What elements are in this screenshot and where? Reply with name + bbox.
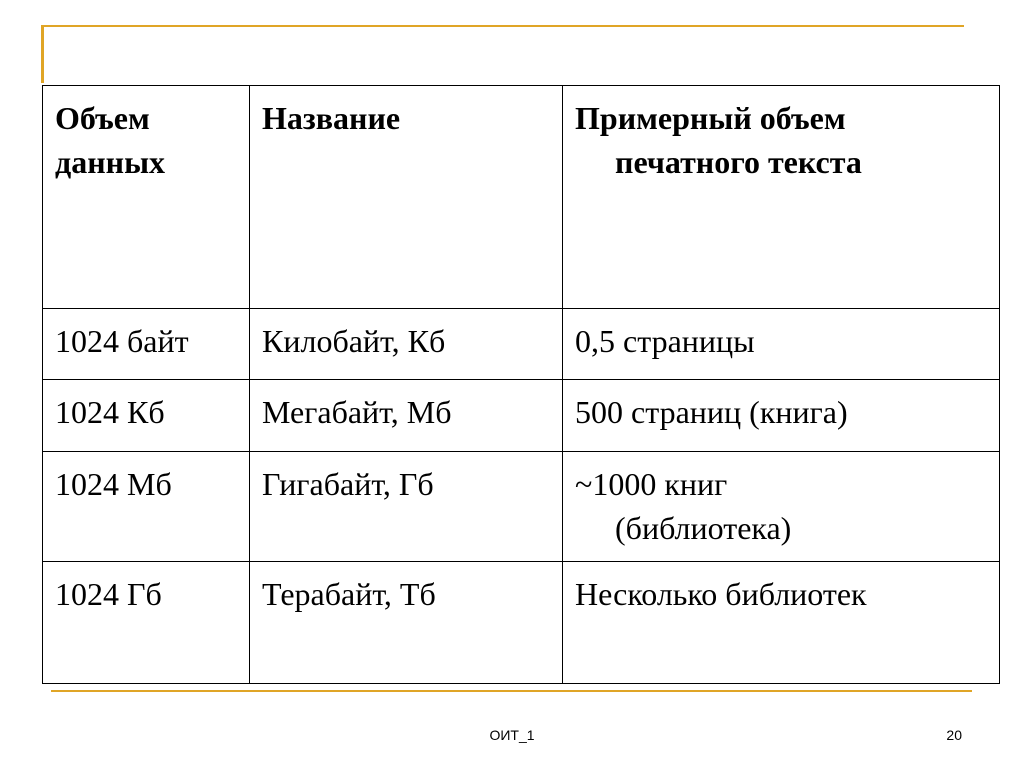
cell-text-volume bbox=[563, 309, 1000, 380]
cell-name: Гигабайт, Гб bbox=[250, 452, 563, 562]
cell-volume: 1024 Кб bbox=[43, 380, 250, 452]
data-units-table bbox=[42, 85, 1000, 684]
cell-name: Терабайт, Тб bbox=[250, 562, 563, 684]
header-cell-text-volume bbox=[563, 86, 1000, 309]
cell-text-line2: (библиотека) bbox=[615, 510, 792, 546]
table-row bbox=[43, 452, 1000, 562]
table-row bbox=[43, 309, 1000, 380]
cell-volume: 1024 Гб bbox=[43, 562, 250, 684]
header-cell-name bbox=[250, 86, 563, 309]
page-number: 20 bbox=[946, 727, 962, 743]
header-name-line1: Название bbox=[262, 100, 401, 136]
cell-name: Килобайт, Кб bbox=[250, 309, 563, 380]
top-accent-line bbox=[41, 25, 964, 27]
cell-text-line1: 0,5 страницы bbox=[575, 323, 755, 359]
header-text-line1: Примерный объем bbox=[575, 100, 846, 136]
cell-volume: 1024 Мб bbox=[43, 452, 250, 562]
cell-name: Мегабайт, Мб bbox=[250, 380, 563, 452]
cell-text-line1: 500 страниц (книга) bbox=[575, 394, 848, 430]
header-volume-line2: данных bbox=[55, 144, 166, 180]
table-header-row bbox=[43, 86, 1000, 309]
bottom-accent-line bbox=[51, 690, 972, 692]
table-row bbox=[43, 562, 1000, 684]
cell-text-line1: ~1000 книг bbox=[575, 466, 728, 502]
header-volume-line1: Объем bbox=[55, 100, 150, 136]
header-cell-volume bbox=[43, 86, 250, 309]
cell-text-volume bbox=[563, 380, 1000, 452]
cell-volume: 1024 байт bbox=[43, 309, 250, 380]
header-text-line2: печатного текста bbox=[615, 144, 862, 180]
footer-label: ОИТ_1 bbox=[489, 727, 535, 743]
left-accent-line bbox=[41, 25, 44, 83]
table-row bbox=[43, 380, 1000, 452]
cell-text-volume bbox=[563, 562, 1000, 684]
cell-text-line1: Несколько библиотек bbox=[575, 576, 867, 612]
cell-text-volume bbox=[563, 452, 1000, 562]
